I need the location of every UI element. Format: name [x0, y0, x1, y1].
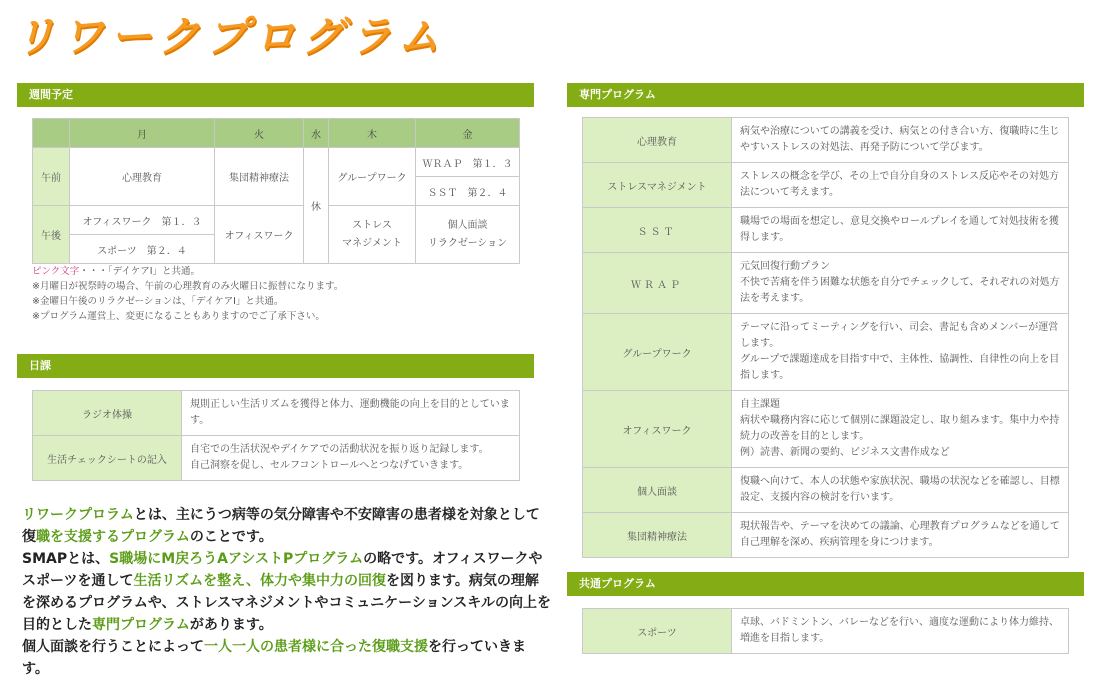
special-text: 復職へ向けて、本人の状態や家族状況、職場の状況などを確認し、目標設定、支援内容の検討を行います。	[732, 468, 1069, 513]
special-heading: 専門プログラム	[567, 83, 1084, 107]
special-label: 集団精神療法	[583, 513, 732, 558]
weekly-heading: 週間予定	[17, 83, 534, 107]
daily-row	[33, 391, 520, 436]
weekly-notes	[32, 264, 343, 324]
special-text: 元気回復行動プラン 不快で苦痛を伴う困難な状態を自分でチェックして、それぞれの対処方法を考えます。	[732, 253, 1069, 314]
am-fri-1: ＷＲＡＰ 第１．３	[416, 148, 520, 177]
note-4: ※プログラム運営上、変更になることもありますのでご了承下さい。	[32, 311, 325, 322]
special-label: オフィスワーク	[583, 391, 732, 468]
intro-highlight: 一人一人の患者様に合った復職支援	[204, 639, 428, 655]
page-title: リワークプログラム	[14, 12, 446, 61]
intro-text: の略です。オフィスワークやスポーツを通して	[22, 551, 543, 589]
intro-text: とは、主にうつ病等の気分障害や不安障害の患者様を対象として復	[22, 507, 540, 545]
pm-tue: オフィスワーク	[215, 206, 304, 264]
day-wed: 水	[304, 119, 329, 148]
special-text: 職場での場面を想定し、意見交換やロールプレイを通して対処技術を獲得します。	[732, 208, 1069, 253]
special-text: 自主課題 病状や職務内容に応じて個別に課題設定し、取り組みます。集中力や持続力の改善を目的とします。 例）読書、新聞の要約、ビジネス文書作成など	[732, 391, 1069, 468]
intro-text: を行っていきます。	[22, 639, 526, 677]
daily-label: ラジオ体操	[33, 391, 182, 436]
intro-highlight: 専門プログラム	[92, 617, 190, 633]
pm-label: 午後	[33, 206, 70, 264]
corner-cell	[33, 119, 70, 148]
am-fri-2: ＳＳＴ 第２．４	[416, 177, 520, 206]
special-text: 現状報告や、テーマを決めての議論、心理教育プログラムなどを通して自己理解を深め、疾病管理を身につけます。	[732, 513, 1069, 558]
special-row	[583, 163, 1069, 208]
day-thu: 木	[329, 119, 416, 148]
intro-p3	[22, 636, 552, 680]
pink-text-label: ピンク文字	[32, 266, 80, 277]
special-label: ＷＲＡＰ	[583, 253, 732, 314]
special-row	[583, 314, 1069, 391]
special-label: 心理教育	[583, 118, 732, 163]
special-row	[583, 208, 1069, 253]
daily-text: 自宅での生活状況やデイケアでの活動状況を振り返り記録します。 自己洞察を促し、セルフコントロールへとつなげていきます。	[182, 436, 520, 481]
day-mon: 月	[70, 119, 215, 148]
intro-p1	[22, 504, 552, 548]
pm-thu-line2: マネジメント	[342, 237, 402, 249]
intro-highlight: 職を支援するプログラム	[36, 529, 190, 545]
day-tue: 火	[215, 119, 304, 148]
daily-heading: 日課	[17, 354, 534, 378]
common-row	[583, 609, 1069, 654]
am-tue: 集団精神療法	[215, 148, 304, 206]
special-text: テーマに沿ってミーティングを行い、司会、書記も含めメンバーが運営します。 グループで課題達成を目指す中で、主体性、協調性、自律性の向上を目指します。	[732, 314, 1069, 391]
weekly-table	[32, 118, 520, 264]
intro-text: があります。	[189, 617, 273, 633]
daily-label: 生活チェックシートの記入	[33, 436, 182, 481]
pm-mon-1: オフィスワーク 第１．３	[70, 206, 215, 235]
special-label: ストレスマネジメント	[583, 163, 732, 208]
daily-text: 規則正しい生活リズムを獲得と体力、運動機能の向上を目的としています。	[182, 391, 520, 436]
am-mon: 心理教育	[70, 148, 215, 206]
special-row	[583, 513, 1069, 558]
special-table	[582, 117, 1069, 558]
pm-fri	[416, 206, 520, 264]
am-thu: グループワーク	[329, 148, 416, 206]
pm-fri-line1: 個人面談	[447, 219, 488, 231]
special-label: グループワーク	[583, 314, 732, 391]
common-label: スポーツ	[583, 609, 732, 654]
note-1-rest: ・・・「デイケアⅠ」と共通。	[79, 266, 201, 277]
intro-p2	[22, 548, 552, 636]
note-1	[32, 264, 343, 279]
wed-closed: 休	[304, 148, 329, 264]
am-label: 午前	[33, 148, 70, 206]
pm-thu	[329, 206, 416, 264]
note-3: ※金曜日午後のリラクゼーションは、「デイケアⅠ」と共通。	[32, 296, 284, 307]
special-text: ストレスの概念を学び、その上で自分自身のストレス反応やその対処方法について考えます。	[732, 163, 1069, 208]
note-2: ※月曜日が祝祭時の場合、午前の心理教育のみ火曜日に振替になります。	[32, 281, 344, 292]
special-row	[583, 253, 1069, 314]
pm-thu-line1: ストレス	[352, 219, 392, 231]
intro-paragraph	[22, 504, 552, 680]
day-fri: 金	[416, 119, 520, 148]
special-row	[583, 118, 1069, 163]
pm-mon-2: スポーツ 第２．４	[70, 235, 215, 264]
common-text: 卓球、バドミントン、バレーなどを行い、適度な運動により体力維持、増進を目指します。	[732, 609, 1069, 654]
special-label: ＳＳＴ	[583, 208, 732, 253]
common-table	[582, 608, 1069, 654]
intro-highlight: 生活リズムを整え、体力や集中力の回復	[133, 573, 387, 589]
daily-table	[32, 390, 520, 481]
intro-text: SMAPとは、	[22, 551, 110, 567]
intro-text: を図ります。病気の理解を深めるプログラムや、ストレスマネジメントやコミュニケーションスキルの向上を目的とした	[22, 573, 552, 633]
pm-fri-line2: リラクゼーション	[427, 237, 508, 249]
special-label: 個人面談	[583, 468, 732, 513]
common-heading: 共通プログラム	[567, 572, 1084, 596]
special-text: 病気や治療についての講義を受け、病気との付き合い方、復職時に生じやすいストレスの対処法、再発予防について学びます。	[732, 118, 1069, 163]
intro-text: のことです。	[189, 529, 273, 545]
intro-highlight: リワークプロラム	[22, 507, 134, 523]
special-row	[583, 391, 1069, 468]
special-row	[583, 468, 1069, 513]
intro-text: 個人面談を行うことによって	[22, 639, 204, 655]
daily-row	[33, 436, 520, 481]
intro-highlight: S職場にM戻ろうAアシストPプログラム	[109, 551, 364, 567]
